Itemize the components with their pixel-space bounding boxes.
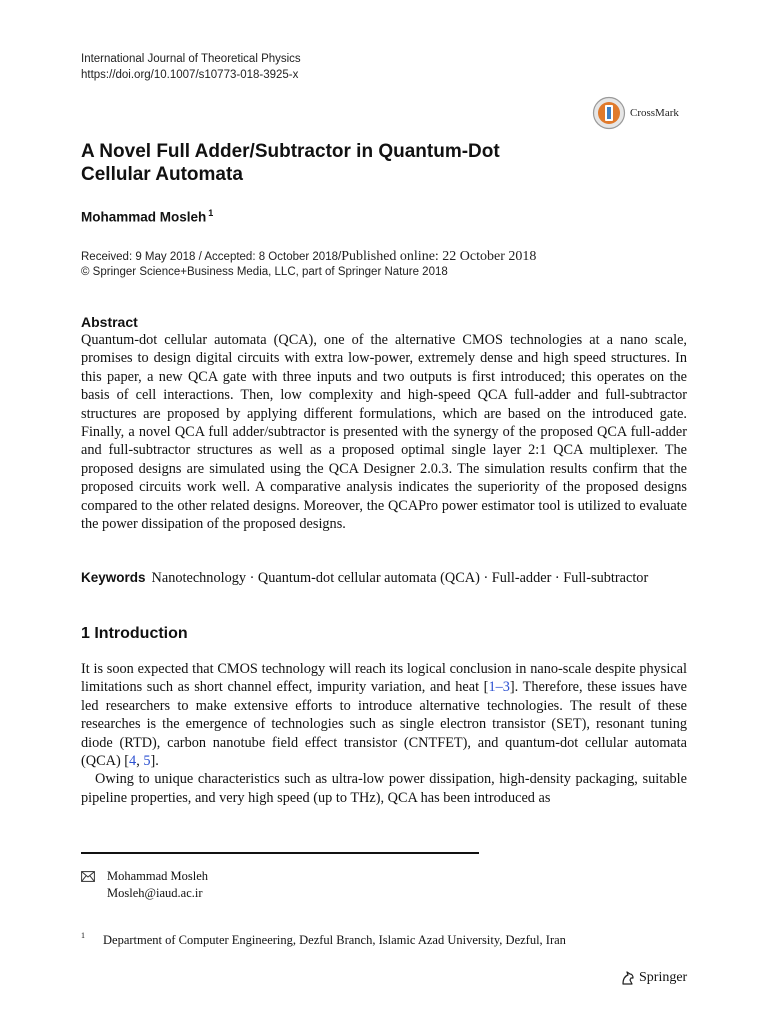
springer-horse-icon: [620, 970, 636, 986]
crossmark-icon: [592, 96, 626, 130]
footnote-divider: [81, 852, 479, 854]
author-name: Mohammad Mosleh: [81, 209, 207, 225]
author: [81, 208, 213, 225]
abstract-text: Quantum-dot cellular automata (QCA), one of the alternative CMOS technologies at a nano scale, promises to design digital circuits with extra low-power, extremely dense and high speed structures. In this paper, a new QCA gate with three inputs and two outputs is first introduced; this operates on the basis of cell interactions. Then, low complexity and high-speed QCA full-adder and full-subtractor structures are proposed by applying different formulations, which are based on the introduced gate. Finally, a novel QCA full adder/subtractor is presented with the synergy of the proposed QCA full-adder and full-subtractor structures as well as a proposed optimal single layer 2:1 QCA multiplexer. The proposed designs are simulated using the QCA Designer 2.0.3. The simulation results confirm that the proposed circuits work well. A comparative analysis indicates the superiority of the proposed designs compared to the other related designs. Moreover, the QCAPro power estimator tool is utilized to evaluate the power dissipation of the proposed designs.: [81, 332, 687, 533]
title-line-1: A Novel Full Adder/Subtractor in Quantum-Dot: [81, 141, 500, 162]
keywords-list: Nanotechnology · Quantum-dot cellular automata (QCA) · Full-adder · Full-subtractor: [151, 570, 649, 586]
published-online: Published online: 22 October 2018: [341, 249, 537, 264]
publisher-logo: [620, 970, 687, 986]
author-affil-marker: 1: [208, 208, 214, 218]
intro-p1-text-a: It is soon expected that CMOS technology will reach its logical conclusion in nano-scale despite physical limitations such as short channel effect, impurity variation, and heat [: [81, 661, 687, 696]
paper-title: [81, 140, 641, 186]
contact-name: Mohammad Mosleh: [107, 869, 209, 883]
corresponding-author: [81, 868, 208, 902]
affiliation-footnote: [81, 933, 566, 948]
journal-header: [81, 51, 301, 83]
copyright: © Springer Science+Business Media, LLC, part of Springer Nature 2018: [81, 266, 448, 278]
envelope-icon: [81, 871, 95, 882]
received-accepted: Received: 9 May 2018 / Accepted: 8 October 2018/: [81, 251, 342, 263]
introduction-body: [81, 660, 687, 807]
citation-link[interactable]: 5: [143, 753, 151, 770]
citation-link[interactable]: 4: [129, 753, 137, 770]
intro-paragraph-1: [81, 660, 687, 770]
journal-doi[interactable]: https://doi.org/10.1007/s10773-018-3925-x: [81, 69, 299, 81]
citation-link[interactable]: 1–3: [488, 679, 510, 696]
keywords-heading: Keywords: [81, 570, 146, 585]
crossmark-badge[interactable]: [592, 96, 679, 130]
footnote-marker: 1: [81, 931, 85, 940]
intro-p1-sep: ,: [136, 753, 144, 770]
title-line-2: Cellular Automata: [81, 164, 243, 185]
contact-email[interactable]: Mosleh@iaud.ac.ir: [107, 886, 203, 900]
section-heading-introduction: 1 Introduction: [81, 625, 188, 642]
intro-paragraph-2: Owing to unique characteristics such as ultra-low power dissipation, high-density packaging, suitable pipeline properties, and very high speed (up to THz), QCA has been introduced as: [81, 771, 687, 806]
footnote-text: Department of Computer Engineering, Dezful Branch, Islamic Azad University, Dezful, Iran: [103, 933, 566, 947]
crossmark-label: CrossMark: [630, 107, 679, 119]
intro-p1-text-c: ].: [150, 753, 159, 770]
journal-name: International Journal of Theoretical Physics: [81, 53, 301, 65]
publisher-name: Springer: [639, 970, 688, 985]
intro-p1-text-b: ]. Therefore, these issues have led researchers to make extensive efforts to introduce alternative technologies. The result of these researches is the emergence of technologies such as single electron transistor (SET), resonant tuning diode (RTD), carbon nanotube field effect transistor (CNTFET), and quantum-dot cellular automata (QCA) [: [81, 679, 687, 770]
publication-dates: [81, 249, 536, 265]
abstract-heading: Abstract: [81, 314, 138, 330]
keywords: [81, 570, 691, 587]
